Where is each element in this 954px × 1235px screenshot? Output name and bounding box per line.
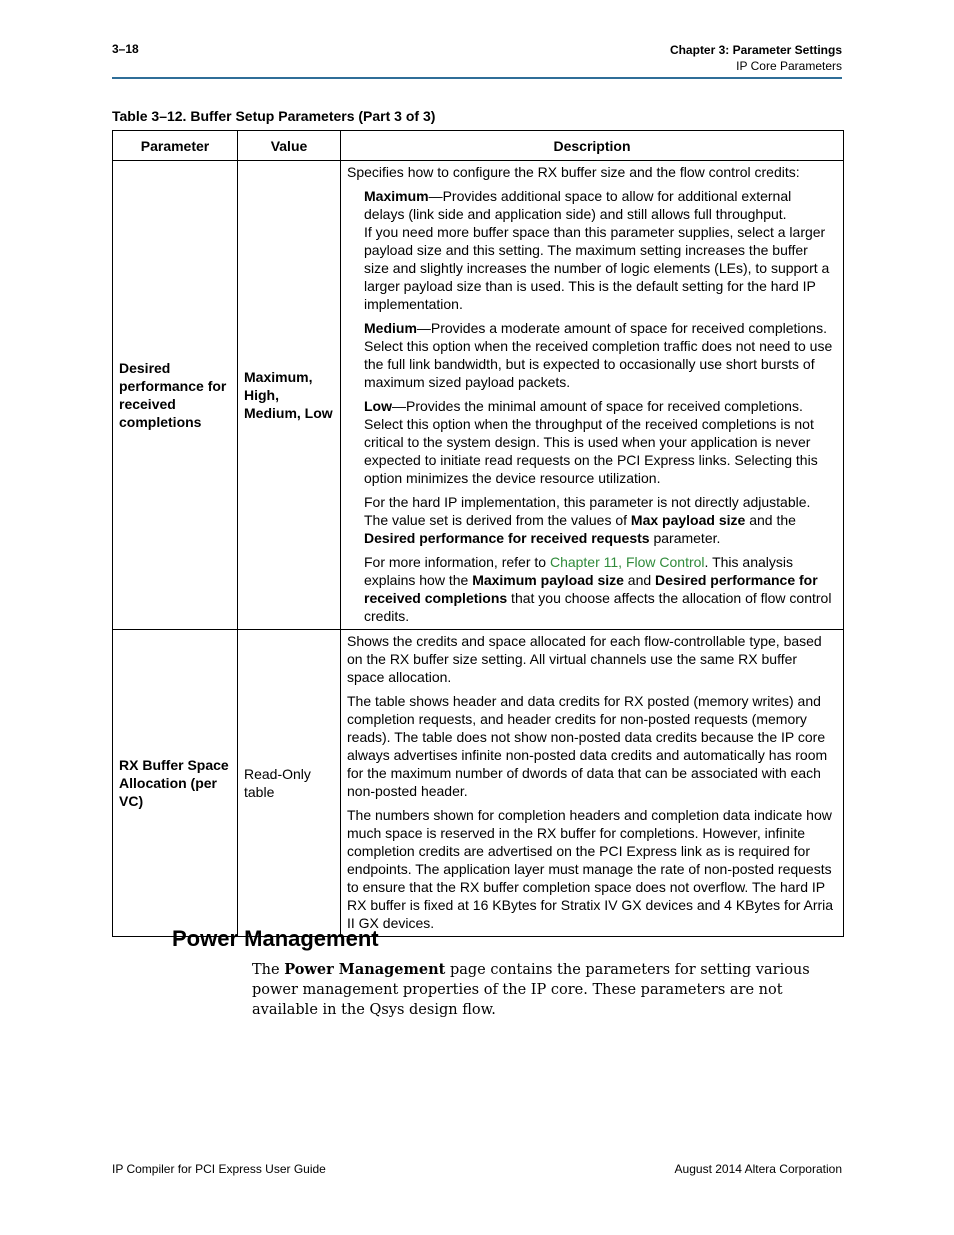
note-text: For the hard IP implementation, this parameter is not directly adjustable. The value set is derived from the values of <box>364 494 811 528</box>
note-text: . This analysis explains how the <box>364 554 793 588</box>
column-header-value: Value <box>238 131 341 161</box>
option-term: Low <box>364 398 392 414</box>
note-text: parameter. <box>649 530 721 546</box>
option-text: —Provides the minimal amount of space for received completions. Select this option when the throughput of the received completions is not critical to the system design. This is used when your application is never expected to initiate read requests on the PCI Express links. Selecting this option minimizes the device resource utilization. <box>364 398 818 486</box>
note-bold: Desired performance for received completions <box>364 572 818 606</box>
option-medium <box>347 319 835 391</box>
parameter-cell: Desired performance for received completions <box>113 161 238 630</box>
more-info-note <box>347 553 835 625</box>
note-bold: Desired performance for received requests <box>364 530 650 546</box>
description-cell <box>341 630 844 937</box>
table-header-row <box>113 131 844 161</box>
column-header-description: Description <box>341 131 844 161</box>
description-paragraph: Shows the credits and space allocated for each flow-controllable type, based on the RX buffer size setting. All virtual channels use the same RX buffer space allocation. <box>347 633 822 685</box>
note-bold: Max payload size <box>630 512 746 528</box>
note-text: that you choose affects the allocation of flow control credits. <box>364 590 832 624</box>
body-bold: Power Management <box>284 961 446 978</box>
section-subtitle: IP Core Parameters <box>736 59 842 73</box>
table-caption: Table 3–12. Buffer Setup Parameters (Part 3 of 3) <box>112 108 436 124</box>
value-cell: Maximum, High, Medium, Low <box>238 161 341 630</box>
section-title: Power Management <box>172 926 379 951</box>
table-row <box>113 630 844 937</box>
option-note: If you need more buffer space than this parameter supplies, select a larger payload size and this setting. The maximum setting increases the buffer size and slightly increases the number of logic elements (LEs), to support a larger payload size than is used. This is the default setting for the hard IP implementation. <box>364 224 830 312</box>
footer-doc-title: IP Compiler for PCI Express User Guide <box>112 1162 326 1176</box>
option-maximum <box>347 187 835 313</box>
chapter-title: Chapter 3: Parameter Settings <box>669 43 842 57</box>
option-term: Medium <box>364 320 417 336</box>
header-rule <box>112 77 842 79</box>
description-paragraph: The numbers shown for completion headers and completion data indicate how much space is reserved in the RX buffer for completions. However, infinite completion credits are advertised on the PCI Express link as is required for endpoints. The application layer must manage the rate of non-posted requests to ensure that the RX buffer completion space does not overflow. The hard IP RX buffer is fixed at 16 KBytes for Stratix IV GX devices and 4 KBytes for Arria II GX devices. <box>347 807 834 931</box>
note-text: For more information, refer to <box>364 554 550 570</box>
flow-control-link[interactable]: Chapter 11, Flow Control <box>549 554 705 570</box>
page-number: 3–18 <box>112 42 139 56</box>
body-text: page contains the parameters for setting various power management properties of the IP core. These parameters are not available in the Qsys design flow. <box>252 962 810 1018</box>
option-term: Maximum <box>364 188 429 204</box>
section-body <box>252 960 844 1020</box>
option-text: —Provides additional space to allow for additional external delays (link side and application side) and still allows full throughput. <box>364 188 792 222</box>
note-text: and the <box>745 512 796 528</box>
parameter-cell: RX Buffer Space Allocation (per VC) <box>113 630 238 937</box>
hard-ip-note <box>347 493 835 547</box>
buffer-setup-table <box>112 130 844 937</box>
description-intro: Specifies how to configure the RX buffer size and the flow control credits: <box>347 164 800 180</box>
column-header-parameter: Parameter <box>113 131 238 161</box>
body-text: The <box>252 962 285 978</box>
value-cell: Read-Only table <box>238 630 341 937</box>
note-text: and <box>623 572 656 588</box>
description-paragraph: The table shows header and data credits for RX posted (memory writes) and completion requests, and header credits for non-posted requests (memory reads). The table does not show non-posted data credits because the IP core always advertises infinite non-posted data credits and automatically has room for the maximum number of dwords of data that can be associated with each non-posted header. <box>347 693 828 799</box>
option-low <box>347 397 835 487</box>
running-header <box>670 42 842 74</box>
description-cell <box>341 161 844 630</box>
note-bold: Maximum payload size <box>472 572 624 588</box>
footer-date-company: August 2014 Altera Corporation <box>674 1162 842 1176</box>
option-text: —Provides a moderate amount of space for received completions. Select this option when the received completion traffic does not need to use the full link bandwidth, but is expected to occasionally use short bursts of maximum sized payload packets. <box>364 320 833 390</box>
table-row <box>113 161 844 630</box>
